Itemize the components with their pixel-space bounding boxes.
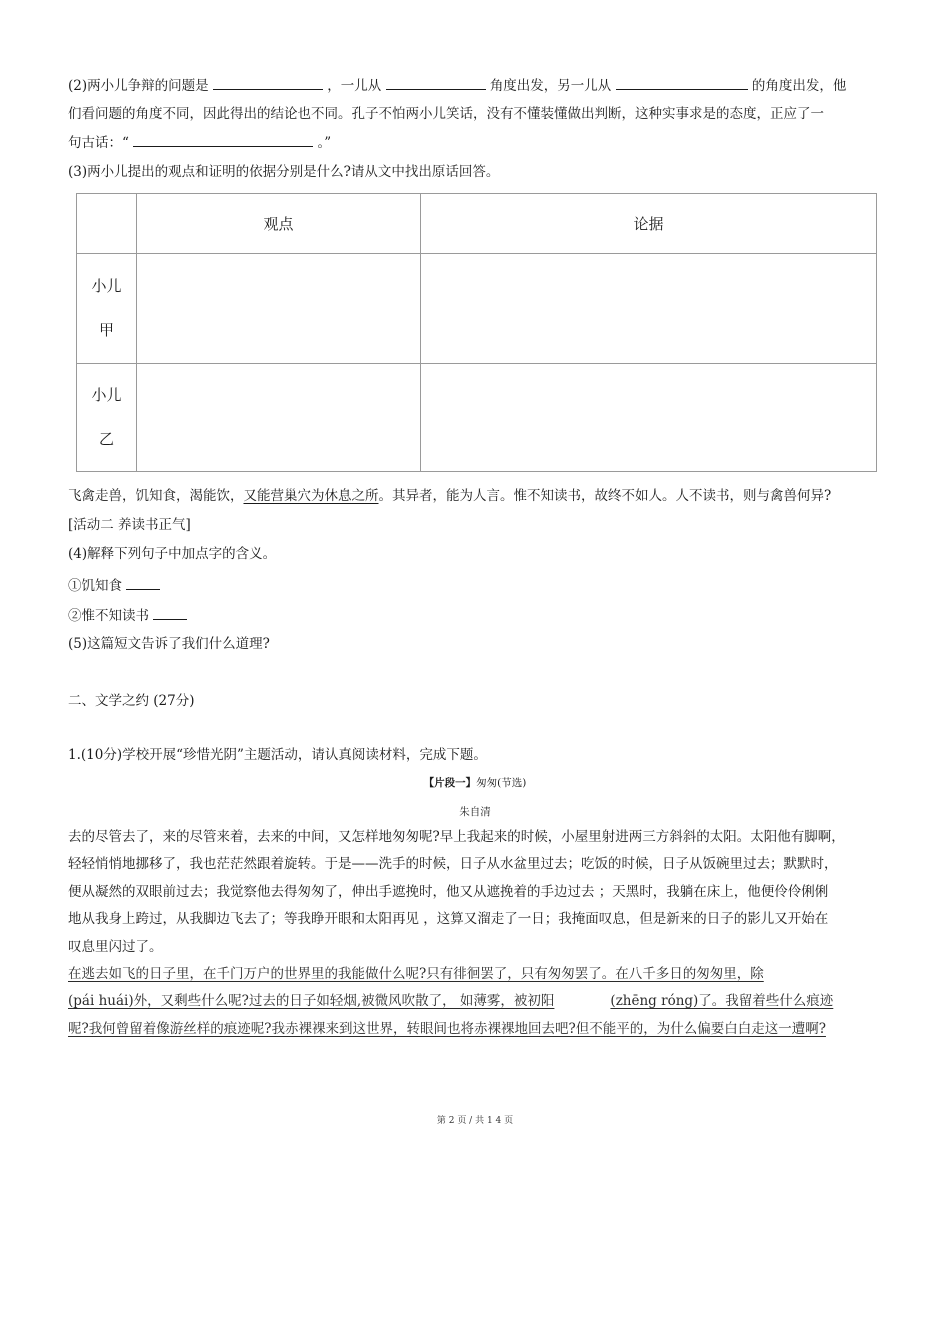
answer-blank[interactable] <box>153 605 187 620</box>
q2-line3: 句古话：“ 。” <box>68 131 331 151</box>
passage2-text: 飞禽走兽，饥知食，渴能饮，又能营巢穴为休息之所。其异者，能为人言。惟不知读书，故终不如人。人不读书，则与禽兽何异? <box>68 488 832 504</box>
answer-cell[interactable] <box>421 364 877 472</box>
answer-blank[interactable] <box>133 132 313 147</box>
excerpt-paragraph-1: 去的尽管去了，来的尽管来着，去来的中间，又怎样地匆匆呢?早上我起来的时候，小屋里射进两三方斜斜的太阳。太阳他有脚啊， 轻轻悄悄地挪移了，我也茫茫然跟着旋转。于是——洗手的时候，日子从水盆里过去；吃饭的时候，日子从饭碗里过去；默默时， 便从凝然的双眼前过去；我觉察他去得匆匆了，伸出手遮挽时，他又从遮挽着的手边过去 ；天黑时，我躺在床上，他便伶伶俐俐 地从我身上跨过，从我脚边飞去了；等我睁开眼和太阳再见 ，这算又溜走了一日；我掩面叹息，但是新来的日子的影儿又开始在 叹息里闪过了。 <box>68 829 845 955</box>
excerpt-paragraph-2: 在逃去如飞的日子里，在千门万户的世界里的我能做什么呢?只有徘徊罢了，只有匆匆罢了。在八千多日的匆匆里，除 (pái huái)外，又剩些什么呢?过去的日子如轻烟,被微风吹散了， 如薄雾，被初阳 (zhēng róng)了。我留着些什么痕迹 呢?我何曾留着像游丝样的痕迹呢?我赤裸裸来到这世界，转眼间也将赤裸裸地回去吧?但不能平的，为什么偏要白白走这一遭啊? <box>68 966 834 1037</box>
header-view: 观点 <box>137 194 421 254</box>
q4-item1: ①饥知食 <box>68 574 160 594</box>
q2-line1: (2)两小儿争辩的问题是 ，一儿从 角度出发，另一儿从 的角度出发，他 <box>68 74 846 94</box>
answer-cell[interactable] <box>137 364 421 472</box>
q3-prompt: (3)两小儿提出的观点和证明的依据分别是什么?请从文中找出原话回答。 <box>68 164 500 180</box>
q2-line2: 们看问题的角度不同，因此得出的结论也不同。孔子不怕两小儿笑话，没有不懂装懂做出判断，这种实事求是的态度，正应了一 <box>68 106 824 122</box>
answer-cell[interactable] <box>421 254 877 364</box>
q1-prompt: 1.(10分)学校开展“珍惜光阴”主题活动，请认真阅读材料，完成下题。 <box>68 747 487 763</box>
answer-blank[interactable] <box>616 75 748 90</box>
answer-cell[interactable] <box>137 254 421 364</box>
activity-heading: [活动二 养读书正气] <box>68 517 191 533</box>
answer-blank[interactable] <box>126 575 160 590</box>
excerpt-title: 【片段一】匆匆(节选) <box>423 777 527 789</box>
q4-item2: ②惟不知读书 <box>68 604 187 624</box>
q4-prompt: (4)解释下列句子中加点字的含义。 <box>68 546 277 562</box>
table-corner-cell <box>77 194 137 254</box>
row-label-child-b: 小儿 乙 <box>77 364 137 472</box>
answer-blank[interactable] <box>386 75 486 90</box>
page-footer: 第 2 页 / 共 1 4 页 <box>436 1116 514 1126</box>
excerpt-author: 朱自清 <box>459 806 491 818</box>
answer-table <box>76 193 877 472</box>
header-evidence: 论据 <box>421 194 877 254</box>
underlined-phrase: 又能营巢穴为休息之所 <box>243 488 379 504</box>
row-label-child-a: 小儿 甲 <box>77 254 137 364</box>
q5-prompt: (5)这篇短文告诉了我们什么道理? <box>68 636 270 652</box>
answer-blank[interactable] <box>213 75 323 90</box>
section-heading: 二、文学之约 (27分) <box>68 693 195 709</box>
